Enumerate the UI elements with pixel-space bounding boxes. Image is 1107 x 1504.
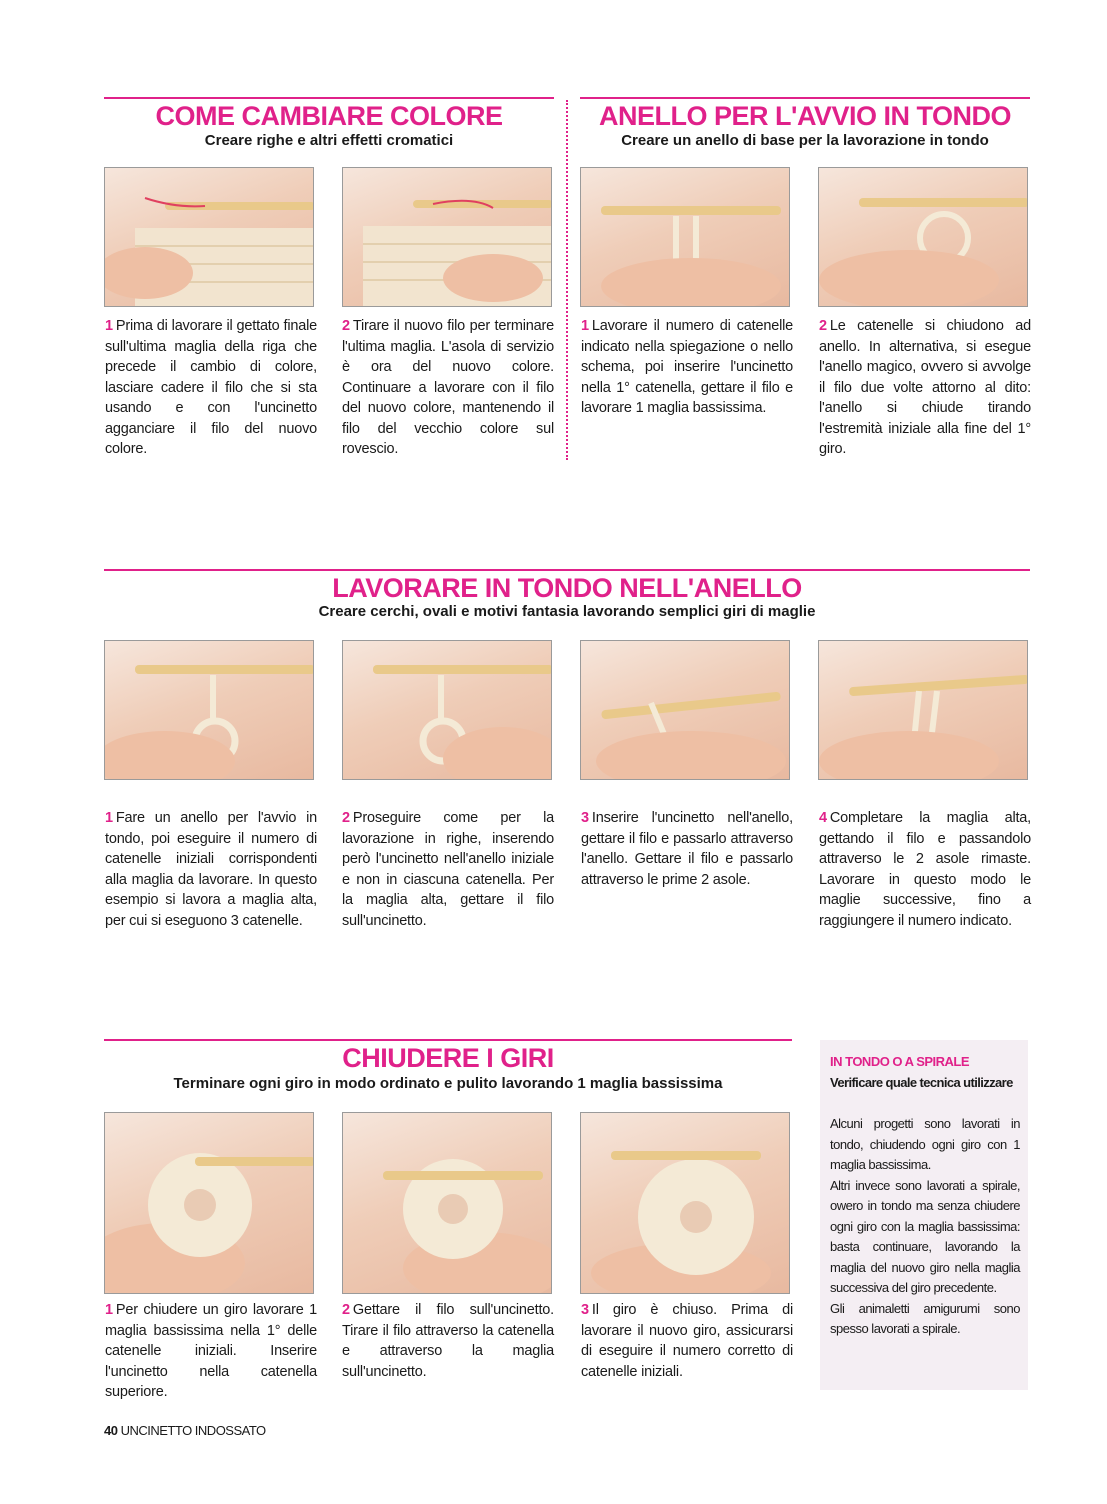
section-rule-tondo bbox=[104, 569, 1030, 571]
sidebar-paragraph: Altri invece sono lavorati a spirale, owero in tondo ma senza chiudere ogni giro con la maglia bassissima: basta continuare, lavorando la maglia del nuovo giro nella maglia successiva del giro precedente. bbox=[830, 1177, 1020, 1295]
step-chiudere-3 bbox=[581, 1300, 793, 1382]
photo-chiudere-3 bbox=[580, 1112, 790, 1294]
step-number: 1 bbox=[105, 318, 113, 334]
step-text: Tirare il nuovo filo per terminare l'ultima maglia. L'asola di servizio è ora del nuovo colore. Continuare a lavorare con il filo del nuovo colore, mantenendo il filo del vecchio colore sul rovescio. bbox=[342, 318, 554, 457]
step-text: Inserire l'uncinetto nell'anello, gettare il filo e passarlo attraverso l'anello. Gettare il filo e passarlo attraverso le prime 2 asole. bbox=[581, 810, 793, 888]
step-number: 3 bbox=[581, 810, 589, 826]
photo-cambiare-2 bbox=[342, 167, 552, 307]
step-text: Il giro è chiuso. Prima di lavorare il nuovo giro, assicurarsi di eseguire il numero corretto di catenelle iniziali. bbox=[581, 1302, 793, 1380]
sidebar-paragraph: Gli animaletti amigurumi sono spesso lavorati a spirale. bbox=[830, 1300, 1020, 1336]
step-chiudere-2 bbox=[342, 1300, 554, 1382]
sidebar-paragraph: Alcuni progetti sono lavorati in tondo, chiudendo ogni giro con 1 maglia bassissima. bbox=[830, 1116, 1020, 1172]
step-number: 1 bbox=[581, 318, 589, 334]
step-tondo-4 bbox=[819, 808, 1031, 931]
step-cambiare-1 bbox=[105, 316, 317, 460]
step-anello-2 bbox=[819, 316, 1031, 460]
magazine-name: UNCINETTO INDOSSATO bbox=[120, 1423, 266, 1438]
step-number: 4 bbox=[819, 810, 827, 826]
section-subtitle-anello: Creare un anello di base per la lavorazione in tondo bbox=[621, 132, 989, 149]
column-divider bbox=[566, 100, 568, 460]
page-footer bbox=[104, 1423, 266, 1438]
step-text: Proseguire come per la lavorazione in righe, inserendo però l'uncinetto nell'anello iniziale e non in ciascuna catenella. Per la maglia alta, gettare il filo sull'uncinetto. bbox=[342, 810, 554, 929]
page-number: 40 bbox=[104, 1423, 118, 1438]
step-tondo-2 bbox=[342, 808, 554, 931]
step-chiudere-1 bbox=[105, 1300, 317, 1403]
photo-chiudere-1 bbox=[104, 1112, 314, 1294]
section-subtitle-tondo: Creare cerchi, ovali e motivi fantasia lavorando semplici giri di maglie bbox=[318, 603, 816, 620]
section-rule-anello bbox=[580, 97, 1030, 99]
section-title-cambiare: COME CAMBIARE COLORE bbox=[155, 101, 503, 131]
section-title-tondo: LAVORARE IN TONDO NELL'ANELLO bbox=[332, 573, 802, 603]
section-subtitle-chiudere: Terminare ogni giro in modo ordinato e pulito lavorando 1 maglia bassissima bbox=[173, 1075, 723, 1092]
step-cambiare-2 bbox=[342, 316, 554, 460]
step-number: 2 bbox=[819, 318, 827, 334]
step-text: Prima di lavorare il gettato finale sull'ultima maglia della riga che precede il cambio di colore, lasciare cadere il filo che si sta usando e con l'uncinetto agganciare il filo del nuovo colore. bbox=[105, 318, 317, 457]
sidebar-body bbox=[830, 1114, 1020, 1340]
step-text: Le catenelle si chiudono ad anello. In alternativa, si esegue l'anello magico, ovvero si avvolge il filo due volte attorno al dito: l'anello si chiude tirando l'estremità iniziale alla fine del 1° giro. bbox=[819, 318, 1031, 457]
section-title-chiudere: CHIUDERE I GIRI bbox=[342, 1043, 554, 1073]
sidebar-title: IN TONDO O A SPIRALE bbox=[830, 1054, 970, 1069]
photo-tondo-2 bbox=[342, 640, 552, 780]
step-text: Fare un anello per l'avvio in tondo, poi eseguire il numero di catenelle iniziali corrispondenti alla maglia da lavorare. In questo esempio si lavora a maglia alta, per cui si eseguono 3 catenelle. bbox=[105, 810, 317, 929]
step-tondo-1 bbox=[105, 808, 317, 931]
photo-tondo-4 bbox=[818, 640, 1028, 780]
photo-anello-1 bbox=[580, 167, 790, 307]
step-anello-1 bbox=[581, 316, 793, 419]
section-rule-cambiare bbox=[104, 97, 554, 99]
sidebar-box bbox=[820, 1040, 1028, 1390]
step-number: 1 bbox=[105, 810, 113, 826]
section-subtitle-cambiare: Creare righe e altri effetti cromatici bbox=[204, 132, 454, 149]
step-number: 2 bbox=[342, 318, 350, 334]
step-text: Per chiudere un giro lavorare 1 maglia bassissima nella 1° delle catenelle iniziali. Inserire l'uncinetto nella catenella superiore. bbox=[105, 1302, 317, 1400]
section-rule-chiudere bbox=[104, 1039, 792, 1041]
step-text: Completare la maglia alta, gettando il filo e passandolo attraverso le 2 asole rimaste. Lavorare in questo modo le maglie successive, fino a raggiungere il numero indicato. bbox=[819, 810, 1031, 929]
step-number: 2 bbox=[342, 810, 350, 826]
step-text: Lavorare il numero di catenelle indicato nella spiegazione o nello schema, poi inserire l'uncinetto nella 1° catenella, gettare il filo e lavorare 1 maglia bassissima. bbox=[581, 318, 793, 416]
photo-anello-2 bbox=[818, 167, 1028, 307]
step-number: 3 bbox=[581, 1302, 589, 1318]
photo-tondo-1 bbox=[104, 640, 314, 780]
photo-cambiare-1 bbox=[104, 167, 314, 307]
step-text: Gettare il filo sull'uncinetto. Tirare il filo attraverso la catenella e attraverso la maglia sull'uncinetto. bbox=[342, 1302, 554, 1380]
step-tondo-3 bbox=[581, 808, 793, 890]
sidebar-subtitle: Verificare quale tecnica utilizzare bbox=[830, 1075, 1013, 1090]
step-number: 2 bbox=[342, 1302, 350, 1318]
section-title-anello: ANELLO PER L'AVVIO IN TONDO bbox=[599, 101, 1011, 131]
photo-tondo-3 bbox=[580, 640, 790, 780]
photo-chiudere-2 bbox=[342, 1112, 552, 1294]
step-number: 1 bbox=[105, 1302, 113, 1318]
